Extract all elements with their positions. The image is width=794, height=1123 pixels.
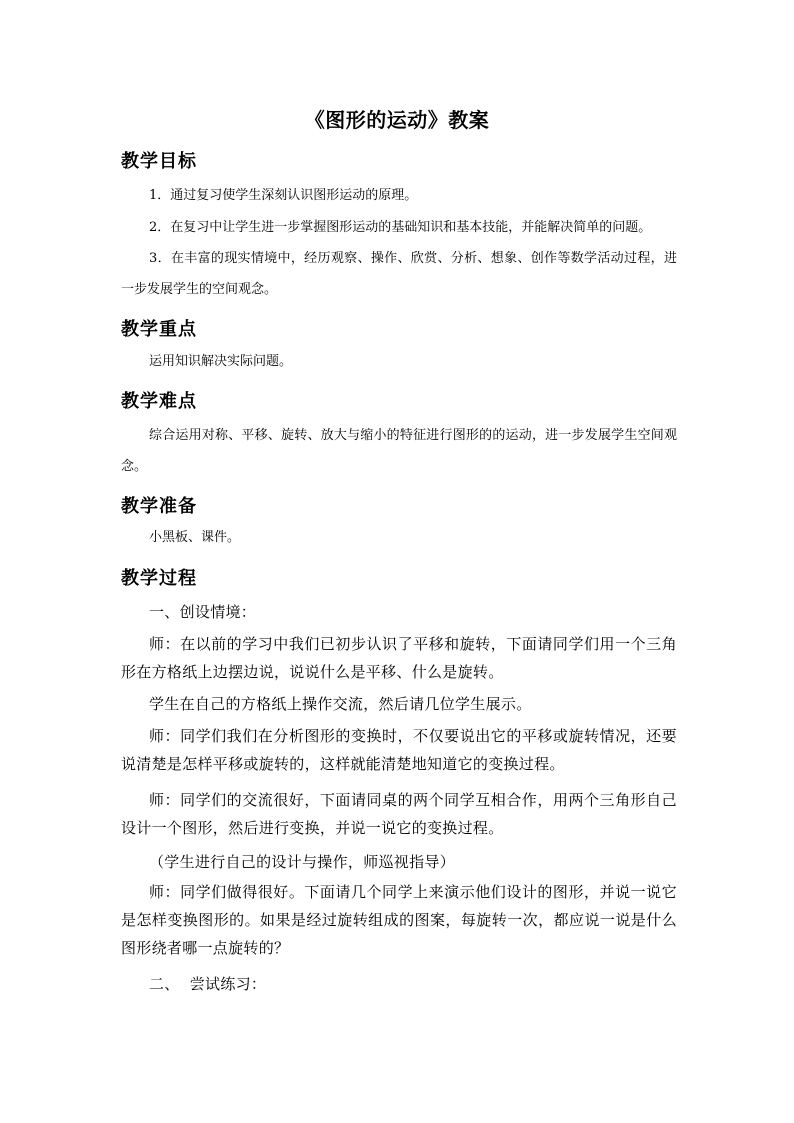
process-paragraph-7: 师：同学们做得很好。下面请几个同学上来演示他们设计的图形，并说一说它是怎样变换图形的。如果是经过旋转组成的图案，每旋转一次，都应说一说是什么图形绕者哪一点旋转的？	[121, 883, 677, 957]
key-points-text: 运用知识解决实际问题。	[149, 354, 293, 369]
section-heading-key-points: 教学重点	[121, 319, 197, 340]
document-title: 《图形的运动》教案	[304, 108, 490, 132]
process-paragraph-5: 师：同学们的交流很好，下面请同桌的两个同学互相合作，用两个三角形自己设计一个图形，然后进行变换，并说一说它的变换过程。	[121, 791, 677, 837]
objective-item-2: 2．在复习中让学生进一步掌握图形运动的基础知识和基本技能，并能解决简单的问题。	[149, 220, 652, 235]
process-paragraph-3: 学生在自己的方格纸上操作交流，然后请几位学生展示。	[149, 695, 532, 713]
process-paragraph-8: 二、 尝试练习：	[149, 975, 267, 993]
section-heading-process: 教学过程	[121, 568, 197, 589]
objective-item-3: 3．在丰富的现实情境中，经历观察、操作、欣赏、分析、想象、创作等数学活动过程，进一步发展学生的空间观念。	[121, 251, 677, 297]
objective-item-1: 1．通过复习使学生深刻认识图形运动的原理。	[149, 188, 418, 203]
difficulties-text: 综合运用对称、平移、旋转、放大与缩小的特征进行图形的的运动，进一步发展学生空间观念。	[121, 428, 677, 474]
section-heading-objectives: 教学目标	[121, 151, 197, 172]
process-paragraph-2: 师：在以前的学习中我们已初步认识了平移和旋转，下面请同学们用一个三角形在方格纸上边摆边说，说说什么是平移、什么是旋转。	[121, 635, 677, 681]
preparation-text: 小黑板、课件。	[149, 530, 241, 545]
process-paragraph-1: 一、创设情境：	[149, 603, 257, 621]
section-heading-difficulties: 教学难点	[121, 391, 197, 412]
section-heading-preparation: 教学准备	[121, 496, 197, 517]
process-paragraph-6: （学生进行自己的设计与操作，师巡视指导）	[149, 853, 456, 871]
process-paragraph-4: 师：同学们我们在分析图形的变换时，不仅要说出它的平移或旋转情况，还要说清楚是怎样平移或旋转的，这样就能清楚地知道它的变换过程。	[121, 727, 677, 773]
